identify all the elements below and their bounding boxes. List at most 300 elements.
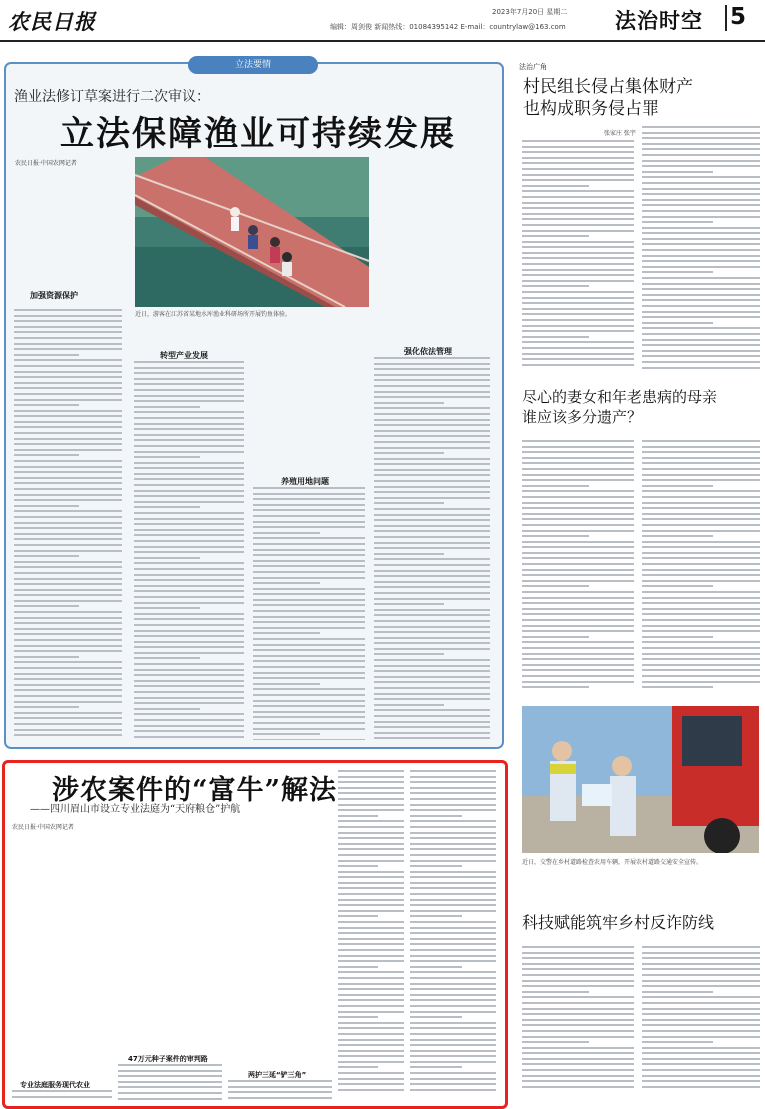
text-line bbox=[522, 341, 634, 343]
text-line bbox=[338, 887, 404, 889]
text-line bbox=[642, 585, 713, 587]
text-line bbox=[642, 221, 713, 223]
text-line bbox=[253, 644, 365, 646]
text-line bbox=[253, 700, 365, 702]
text-line bbox=[522, 1008, 634, 1010]
text-line bbox=[522, 308, 634, 310]
text-line bbox=[642, 474, 760, 476]
text-line bbox=[410, 826, 496, 828]
text-line bbox=[374, 363, 490, 365]
text-line bbox=[410, 837, 496, 839]
text-line bbox=[522, 485, 589, 487]
text-line bbox=[374, 463, 490, 465]
text-line bbox=[14, 348, 122, 350]
text-line bbox=[642, 664, 760, 666]
text-line bbox=[410, 848, 496, 850]
text-line bbox=[522, 597, 634, 599]
text-line bbox=[642, 344, 760, 346]
text-line bbox=[374, 648, 490, 650]
text-line bbox=[374, 519, 490, 521]
text-line bbox=[374, 570, 490, 572]
text-line bbox=[134, 579, 244, 581]
text-line bbox=[522, 490, 634, 492]
text-line bbox=[642, 249, 760, 251]
text-line bbox=[134, 725, 244, 727]
text-line bbox=[338, 949, 404, 951]
text-line bbox=[374, 447, 490, 449]
text-line bbox=[642, 204, 760, 206]
text-line bbox=[522, 608, 634, 610]
text-line bbox=[14, 678, 122, 680]
text-line bbox=[374, 704, 444, 706]
text-line bbox=[338, 1050, 404, 1052]
text-line bbox=[374, 726, 490, 728]
text-line bbox=[642, 653, 760, 655]
text-line bbox=[374, 474, 490, 476]
feature-text-column-5 bbox=[410, 770, 496, 1100]
right-article-3-title: 科技赋能筑牢乡村反诈防线 bbox=[522, 910, 714, 933]
text-line bbox=[14, 387, 122, 389]
text-line bbox=[14, 723, 122, 725]
text-line bbox=[134, 562, 244, 564]
text-line bbox=[134, 607, 200, 609]
lead-photo-caption: 近日，游客在江苏省某地水库渔业科研场所开展钓鱼体验。 bbox=[135, 311, 369, 319]
text-line bbox=[14, 673, 122, 675]
text-line bbox=[522, 179, 634, 181]
text-line bbox=[410, 809, 496, 811]
text-line bbox=[522, 625, 634, 627]
text-line bbox=[374, 402, 444, 404]
text-line bbox=[642, 597, 760, 599]
text-line bbox=[14, 639, 122, 641]
text-line bbox=[410, 1066, 462, 1068]
text-line bbox=[134, 395, 244, 397]
text-line bbox=[374, 626, 490, 628]
text-line bbox=[522, 297, 634, 299]
text-line bbox=[642, 255, 760, 257]
text-line bbox=[374, 592, 490, 594]
right-article-2-column-2 bbox=[642, 440, 760, 692]
text-line bbox=[338, 843, 404, 845]
text-line bbox=[14, 589, 122, 591]
text-line bbox=[522, 269, 634, 271]
text-line bbox=[134, 473, 244, 475]
text-line bbox=[12, 1090, 112, 1092]
text-line bbox=[522, 513, 634, 515]
text-line bbox=[642, 199, 760, 201]
text-line bbox=[642, 188, 760, 190]
text-line bbox=[522, 252, 634, 254]
text-line bbox=[338, 781, 404, 783]
text-line bbox=[410, 904, 496, 906]
text-line bbox=[642, 1080, 760, 1082]
text-line bbox=[410, 1083, 496, 1085]
text-line bbox=[134, 400, 244, 402]
text-line bbox=[522, 140, 634, 142]
text-line bbox=[253, 487, 365, 489]
text-line bbox=[642, 675, 760, 677]
text-line bbox=[338, 848, 404, 850]
text-line bbox=[410, 832, 496, 834]
text-line bbox=[642, 227, 760, 229]
text-line bbox=[642, 557, 760, 559]
text-line bbox=[338, 837, 404, 839]
text-line bbox=[642, 446, 760, 448]
text-line bbox=[134, 596, 244, 598]
text-line bbox=[522, 162, 634, 164]
text-line bbox=[410, 770, 496, 772]
text-line bbox=[642, 333, 760, 335]
text-line bbox=[642, 636, 713, 638]
text-line bbox=[14, 376, 122, 378]
text-line bbox=[410, 910, 496, 912]
text-line bbox=[253, 660, 365, 662]
text-line bbox=[642, 1041, 713, 1043]
text-line bbox=[134, 534, 244, 536]
text-line bbox=[374, 737, 490, 739]
text-line bbox=[338, 1039, 404, 1041]
text-line bbox=[374, 430, 490, 432]
text-line bbox=[253, 604, 365, 606]
text-line bbox=[522, 1086, 634, 1088]
text-line bbox=[253, 549, 365, 551]
text-line bbox=[642, 339, 760, 341]
text-line bbox=[410, 994, 496, 996]
text-line bbox=[642, 681, 760, 683]
text-line bbox=[410, 860, 496, 862]
text-line bbox=[410, 1055, 496, 1057]
text-line bbox=[14, 633, 122, 635]
text-line bbox=[134, 484, 244, 486]
text-line bbox=[374, 715, 490, 717]
text-line bbox=[338, 865, 378, 867]
text-line bbox=[410, 915, 462, 917]
text-line bbox=[134, 540, 244, 542]
text-line bbox=[522, 474, 634, 476]
text-line bbox=[522, 364, 634, 366]
text-line bbox=[338, 860, 404, 862]
text-line bbox=[14, 415, 122, 417]
police-check-photo-illustration bbox=[522, 706, 759, 853]
text-line bbox=[14, 695, 122, 697]
text-line bbox=[410, 893, 496, 895]
lead-reporter: 农民日报·中国农网记者 bbox=[15, 158, 77, 167]
text-line bbox=[253, 577, 365, 579]
text-line bbox=[338, 938, 404, 940]
text-line bbox=[410, 815, 462, 817]
text-line bbox=[374, 530, 490, 532]
text-line bbox=[642, 193, 760, 195]
text-line bbox=[522, 146, 634, 148]
text-line bbox=[338, 983, 404, 985]
text-line bbox=[134, 518, 244, 520]
text-line bbox=[374, 721, 490, 723]
text-line bbox=[134, 434, 244, 436]
text-line bbox=[14, 717, 122, 719]
text-line bbox=[374, 491, 490, 493]
text-line bbox=[642, 316, 760, 318]
text-line bbox=[14, 309, 122, 311]
text-line bbox=[134, 574, 244, 576]
text-line bbox=[410, 792, 496, 794]
lead-subhead-3: 养殖用地问题 bbox=[281, 476, 365, 487]
text-line bbox=[134, 568, 244, 570]
text-line bbox=[338, 988, 404, 990]
right-photo bbox=[522, 706, 759, 853]
text-line bbox=[374, 558, 490, 560]
text-line bbox=[134, 529, 244, 531]
text-line bbox=[522, 1069, 634, 1071]
text-line bbox=[14, 482, 122, 484]
text-line bbox=[134, 439, 244, 441]
right-article-3-column-2 bbox=[642, 946, 760, 1096]
text-line bbox=[522, 246, 634, 248]
text-line bbox=[253, 588, 365, 590]
right-section-tag: 法治广角 bbox=[519, 62, 547, 72]
text-line bbox=[642, 305, 760, 307]
text-line bbox=[134, 417, 244, 419]
text-line bbox=[642, 530, 760, 532]
right-article-2-title bbox=[522, 387, 717, 427]
text-line bbox=[134, 456, 200, 458]
text-line bbox=[522, 1024, 634, 1026]
text-line bbox=[134, 411, 244, 413]
text-line bbox=[642, 980, 760, 982]
text-line bbox=[410, 932, 496, 934]
text-line bbox=[522, 669, 634, 671]
text-line bbox=[522, 213, 634, 215]
text-line bbox=[410, 949, 496, 951]
text-line bbox=[338, 1016, 378, 1018]
text-line bbox=[410, 999, 496, 1001]
text-line bbox=[522, 653, 634, 655]
text-line bbox=[14, 645, 122, 647]
text-line bbox=[14, 684, 122, 686]
text-line bbox=[374, 452, 444, 454]
right-article-1-byline: 张家庄 张宇 bbox=[604, 128, 636, 137]
text-line bbox=[410, 871, 496, 873]
text-line bbox=[134, 663, 244, 665]
text-line bbox=[14, 331, 122, 333]
text-line bbox=[410, 787, 496, 789]
text-line bbox=[134, 713, 244, 715]
newspaper-logo: 农民日报 bbox=[8, 6, 96, 36]
text-line bbox=[522, 630, 634, 632]
text-line bbox=[14, 410, 122, 412]
text-line bbox=[134, 730, 244, 732]
text-line bbox=[374, 609, 490, 611]
text-line bbox=[642, 311, 760, 313]
text-line bbox=[522, 968, 634, 970]
text-line bbox=[522, 524, 634, 526]
text-line bbox=[642, 974, 760, 976]
text-line bbox=[253, 610, 365, 612]
text-line bbox=[12, 1096, 112, 1098]
text-line bbox=[410, 1061, 496, 1063]
lead-subhead-4: 强化依法管理 bbox=[404, 346, 490, 357]
feature-text-column-1 bbox=[12, 832, 112, 1100]
text-line bbox=[642, 1008, 760, 1010]
text-line bbox=[14, 561, 122, 563]
text-line bbox=[338, 899, 404, 901]
text-line bbox=[522, 675, 634, 677]
text-line bbox=[522, 1030, 634, 1032]
text-line bbox=[410, 1011, 496, 1013]
text-line bbox=[374, 357, 490, 359]
text-line bbox=[374, 497, 490, 499]
text-line bbox=[374, 637, 490, 639]
text-line bbox=[642, 210, 760, 212]
text-line bbox=[522, 235, 589, 237]
text-line bbox=[253, 739, 365, 740]
text-line bbox=[642, 468, 760, 470]
text-line bbox=[228, 1086, 332, 1088]
text-line bbox=[522, 174, 634, 176]
text-line bbox=[338, 826, 404, 828]
text-line bbox=[522, 974, 634, 976]
text-line bbox=[14, 393, 122, 395]
text-line bbox=[374, 598, 490, 600]
text-line bbox=[642, 507, 760, 509]
bridge-photo-illustration bbox=[135, 157, 369, 307]
text-line bbox=[253, 627, 365, 629]
text-line bbox=[14, 477, 122, 479]
text-line bbox=[338, 971, 404, 973]
text-line bbox=[522, 1019, 634, 1021]
text-line bbox=[522, 353, 634, 355]
text-line bbox=[374, 676, 490, 678]
text-line bbox=[134, 367, 244, 369]
text-line bbox=[253, 532, 320, 534]
text-line bbox=[522, 985, 634, 987]
text-line bbox=[338, 804, 404, 806]
text-line bbox=[522, 996, 634, 998]
text-line bbox=[522, 574, 634, 576]
text-line bbox=[118, 1064, 222, 1066]
text-line bbox=[228, 1080, 332, 1082]
text-line bbox=[253, 515, 365, 517]
text-line bbox=[522, 263, 634, 265]
text-line bbox=[338, 1044, 404, 1046]
text-line bbox=[338, 770, 404, 772]
text-line bbox=[522, 285, 589, 287]
text-line bbox=[522, 552, 634, 554]
text-line bbox=[253, 638, 365, 640]
text-line bbox=[134, 557, 200, 559]
text-line bbox=[642, 513, 760, 515]
text-line bbox=[14, 426, 122, 428]
text-line bbox=[374, 586, 490, 588]
text-line bbox=[338, 893, 404, 895]
text-line bbox=[410, 927, 496, 929]
text-line bbox=[134, 635, 244, 637]
text-line bbox=[14, 617, 122, 619]
text-line bbox=[410, 966, 462, 968]
text-line bbox=[642, 957, 760, 959]
text-line bbox=[14, 432, 122, 434]
text-line bbox=[410, 988, 496, 990]
text-line bbox=[642, 457, 760, 459]
text-line bbox=[253, 666, 365, 668]
text-line bbox=[253, 649, 365, 651]
text-line bbox=[338, 1011, 404, 1013]
text-line bbox=[253, 571, 365, 573]
text-line bbox=[522, 347, 634, 349]
text-line bbox=[14, 471, 122, 473]
text-line bbox=[134, 378, 244, 380]
text-line bbox=[522, 518, 634, 520]
text-line bbox=[134, 451, 244, 453]
text-line bbox=[134, 590, 244, 592]
right-article-2-title-line-1: 尽心的妻女和年老患病的母亲 bbox=[522, 387, 717, 407]
text-line bbox=[134, 372, 244, 374]
text-line bbox=[642, 952, 760, 954]
text-line bbox=[14, 656, 79, 658]
text-line bbox=[642, 1036, 760, 1038]
text-line bbox=[374, 575, 490, 577]
text-line bbox=[642, 602, 760, 604]
text-line bbox=[253, 493, 365, 495]
text-line bbox=[14, 611, 122, 613]
text-line bbox=[14, 600, 122, 602]
text-line bbox=[253, 616, 365, 618]
text-line bbox=[522, 541, 634, 543]
text-line bbox=[522, 681, 634, 683]
text-line bbox=[338, 776, 404, 778]
feature-text-column-4 bbox=[338, 770, 404, 1100]
text-line bbox=[642, 518, 760, 520]
text-line bbox=[642, 126, 760, 128]
text-line bbox=[522, 207, 634, 209]
text-line bbox=[522, 569, 634, 571]
text-line bbox=[522, 1002, 634, 1004]
text-line bbox=[522, 190, 634, 192]
right-article-2-column-1 bbox=[522, 440, 634, 692]
text-line bbox=[642, 171, 713, 173]
text-line bbox=[338, 960, 404, 962]
text-line bbox=[118, 1092, 222, 1094]
text-line bbox=[338, 1061, 404, 1063]
text-line bbox=[338, 1089, 404, 1091]
text-line bbox=[522, 557, 634, 559]
text-line bbox=[642, 148, 760, 150]
lead-text-column-3 bbox=[253, 340, 365, 740]
text-line bbox=[14, 326, 122, 328]
text-line bbox=[14, 706, 79, 708]
lead-subhead-2: 转型产业发展 bbox=[160, 350, 244, 361]
text-line bbox=[642, 946, 760, 948]
text-line bbox=[642, 283, 760, 285]
text-line bbox=[642, 991, 713, 993]
text-line bbox=[134, 652, 244, 654]
section-title: 法治时空 bbox=[615, 5, 703, 35]
text-line bbox=[410, 1089, 496, 1091]
text-line bbox=[642, 1058, 760, 1060]
text-line bbox=[642, 563, 760, 565]
text-line bbox=[642, 238, 760, 240]
text-line bbox=[522, 1047, 634, 1049]
text-line bbox=[338, 904, 404, 906]
text-line bbox=[374, 419, 490, 421]
text-line bbox=[134, 669, 244, 671]
text-line bbox=[642, 1019, 760, 1021]
text-line bbox=[134, 641, 244, 643]
text-line bbox=[642, 985, 760, 987]
text-line bbox=[374, 732, 490, 734]
text-line bbox=[410, 983, 496, 985]
text-line bbox=[253, 504, 365, 506]
text-line bbox=[410, 854, 496, 856]
